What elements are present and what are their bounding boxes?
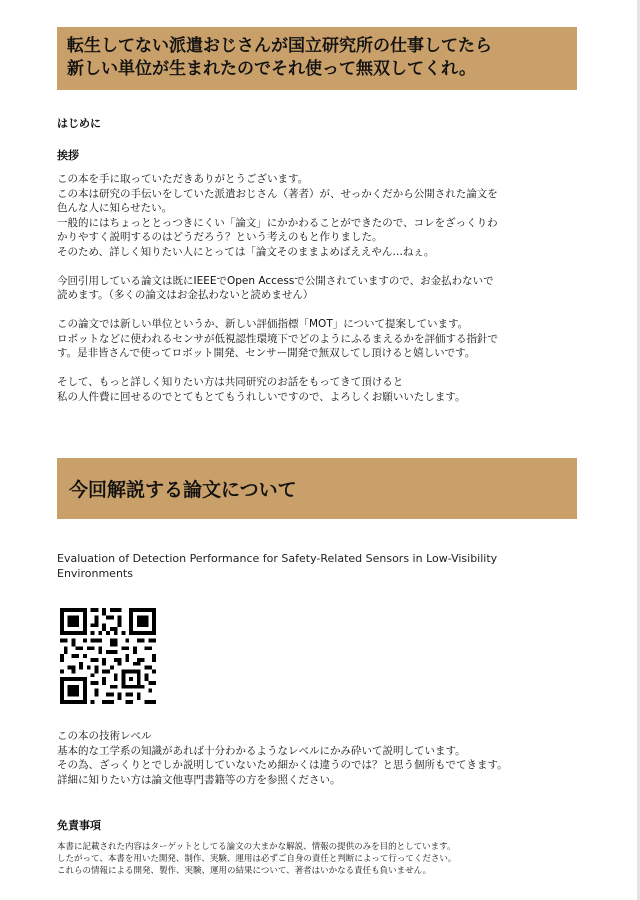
section-banner bbox=[57, 458, 577, 519]
tech-level-line: その為、ざっくりとでしか説明していないため細かくは違うのでは？と思う個所もでてきます。 bbox=[57, 759, 508, 771]
intro-line: 私の人件費に回せるのでとてもとてもうれしいですので、よろしくお願いいたします。 bbox=[57, 390, 466, 403]
disclaimer-line: これらの情報による開発、製作、実験、運用の結果について、著者はいかなる責任も負いません。 bbox=[57, 866, 432, 876]
intro-body bbox=[57, 172, 597, 404]
intro-line: ロボットなどに使われるセンサが低視認性環境下でどのようにふるまえるかを評価する指針で bbox=[57, 332, 498, 345]
intro-heading bbox=[57, 112, 597, 131]
paragraph-gap bbox=[57, 259, 597, 274]
intro-line: す。是非皆さんで使ってロボット開発、センサー開発で無双してし頂けると嬉しいです。 bbox=[57, 347, 476, 359]
title-line-2: 新しい単位が生まれたのでそれ使って無双してくれ。 bbox=[67, 59, 477, 79]
intro-line: この本は研究の手伝いをしていた派遣おじさん（著者）が、せっかくだから公開された論文を bbox=[57, 187, 498, 200]
intro-line: 色んな人に知らせたい。 bbox=[57, 202, 173, 214]
disclaimer-heading bbox=[57, 814, 597, 833]
title-line-1: 転生してない派遣おじさんが国立研究所の仕事してたら bbox=[67, 36, 492, 56]
paper-title-line-2: Environments bbox=[57, 567, 133, 580]
disclaimer-heading-text: 免責事項 bbox=[57, 819, 101, 832]
intro-heading-text: はじめに bbox=[57, 117, 101, 130]
title-banner bbox=[57, 27, 577, 90]
greeting-heading-text: 挨拶 bbox=[57, 149, 79, 162]
intro-line: 読めます。（多くの論文はお金払わないと読めません） bbox=[57, 289, 314, 301]
paragraph-gap bbox=[57, 303, 597, 318]
intro-line: かりやすく説明するのはどうだろう？という考えのもと作りました。 bbox=[57, 231, 383, 243]
qr-code-icon[interactable] bbox=[60, 608, 156, 704]
intro-line: 一般的にはちょっととっつきにくい「論文」にかかわることができたので、コレをざっくりわ bbox=[57, 216, 498, 229]
paper-title bbox=[57, 551, 597, 581]
tech-level-section bbox=[57, 729, 597, 787]
disclaimer-body bbox=[57, 841, 597, 877]
intro-line: そして、もっと詳しく知りたい方は共同研究のお話をもってきて頂けると bbox=[57, 376, 404, 388]
tech-level-line: この本の技術レベル bbox=[57, 730, 152, 742]
greeting-heading bbox=[57, 144, 597, 163]
disclaimer-line: 本書に記載された内容はターゲットとしてる論文の大まかな解説、情報の提供のみを目的としています。 bbox=[57, 842, 456, 852]
tech-level-line: 基本的な工学系の知識があれば十分わかるようなレベルにかみ砕いて説明しています。 bbox=[57, 744, 466, 757]
paragraph-gap bbox=[57, 361, 597, 376]
paper-title-line-1: Evaluation of Detection Performance for Safety-Related Sensors in Low-Visibility bbox=[57, 552, 498, 565]
intro-line: この本を手に取っていただきありがとうございます。 bbox=[57, 173, 309, 185]
disclaimer-line: したがって、本書を用いた開発、制作、実験、運用は必ずご自身の責任と判断によって行ってください。 bbox=[57, 854, 457, 864]
intro-line: この論文では新しい単位というか、新しい評価指標「MOT」について提案しています。 bbox=[57, 318, 469, 330]
tech-level-line: 詳細に知りたい方は論文他専門書籍等の方を参照ください。 bbox=[57, 773, 341, 786]
section-title: 今回解説する論文について bbox=[69, 479, 297, 501]
intro-line: そのため、詳しく知りたい人にとっては「論文そのままよめばええやん…ねぇ。 bbox=[57, 245, 435, 258]
intro-line: 今回引用している論文は既にIEEEでOpen Accessで公開されていますので、お金払わないで bbox=[57, 274, 494, 287]
